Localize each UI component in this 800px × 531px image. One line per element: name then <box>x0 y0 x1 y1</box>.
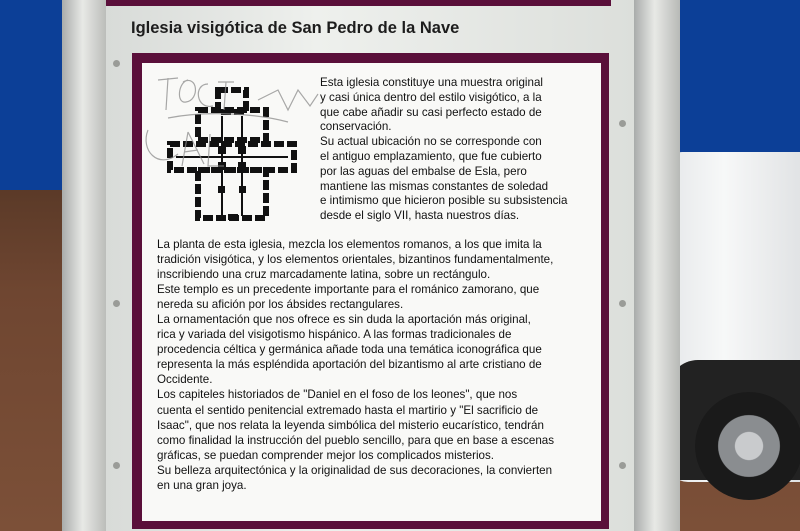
left-post <box>62 0 108 531</box>
sign-title: Iglesia visigótica de San Pedro de la Nave <box>131 19 460 37</box>
screw <box>619 300 626 307</box>
church-floor-plan-icon <box>166 86 298 224</box>
van-wheel <box>695 392 800 500</box>
screw <box>619 120 626 127</box>
intro-paragraph: Esta iglesia constituye una muestra original y casi única dentro del estilo visigótico, a la que cabe añadir su casi perfecto estado de conservación. Su actual ubicación no se corresponde con el antiguo emplazamiento, que fue cubierto por las aguas del embalse de Esla, pero mantiene las mismas constantes de soledad e intimismo que hicieron posible su subsistencia desde el siglo VII, hasta nuestros días. <box>320 76 568 223</box>
screw <box>619 462 626 469</box>
screw <box>113 60 120 67</box>
top-strip <box>106 0 611 6</box>
right-post <box>634 0 680 531</box>
screw <box>113 462 120 469</box>
main-paragraph: La planta de esta iglesia, mezcla los elementos romanos, a los que imita la tradición visigótica, y los elementos orientales, bizantinos fundamentalmente, inscribiendo una cruz marcadamente latina, sobre un rectángulo. Este templo es un precedente importante para el románico zamorano, que nereda su afición por los ábsides rectangulares. La ornamentación que nos ofrece es sin duda la aportación más original, rica y variada del visigotismo hispánico. A las formas tradicionales de procedencia céltica y germánica añade toda una temática iconográfica que representa la más espléndida aportación del bizantismo al arte cristiano de Occidente. Los capiteles historiados de "Daniel en el foso de los leones", que nos cuenta el sentido penitencial extremado hasta el martirio y "El sacrificio de Isaac", que nos relata la leyenda simbólica del misterio eucarístico, tendrán como finalidad la instrucción del pueblo sencillo, para que en base a escenas gráficas, se puedan comprender mejor los complicados misterios. Su belleza arquitectónica y la originalidad de sus decoraciones, la convierten en una gran joya. <box>157 238 555 492</box>
screw <box>113 300 120 307</box>
